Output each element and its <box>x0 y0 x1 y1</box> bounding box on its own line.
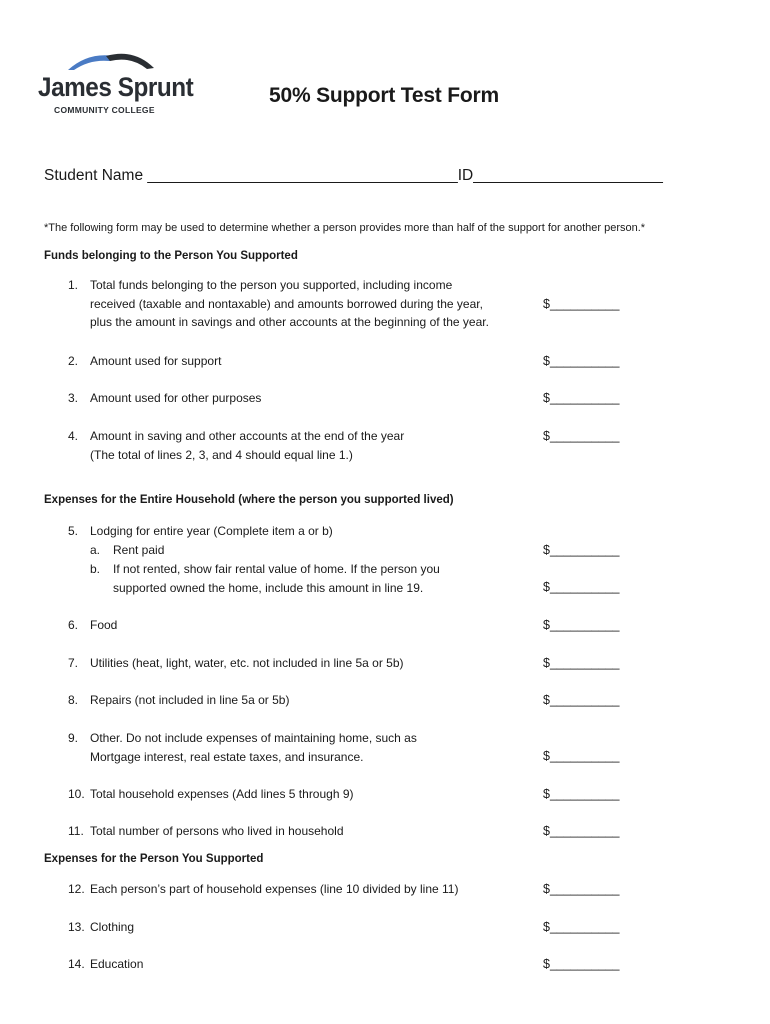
college-logo <box>38 50 194 120</box>
item-7-text: Utilities (heat, light, water, etc. not included in line 5a or 5b) <box>90 656 404 670</box>
item-9-text: Other. Do not include expenses of maintaining home, such as Mortgage interest, real estate taxes, and insurance. <box>90 731 417 764</box>
item-4-text: Amount in saving and other accounts at the end of the year (The total of lines 2, 3, and 4 should equal line 1.) <box>90 429 405 462</box>
section-person-heading: Expenses for the Person You Supported <box>44 853 264 865</box>
item-2-number: 2. <box>68 354 79 368</box>
item-5a-label: a. <box>90 543 101 557</box>
section-funds-heading: Funds belonging to the Person You Supported <box>44 250 298 262</box>
item-13-amount-field[interactable]: $__________ <box>543 920 620 934</box>
student-name-id-line[interactable]: Student Name ____________________________________ID______________________ <box>44 167 663 184</box>
item-3-text: Amount used for other purposes <box>90 391 262 405</box>
item-5a-text: Rent paid <box>113 543 165 557</box>
item-10-text: Total household expenses (Add lines 5 through 9) <box>90 787 354 801</box>
item-11-amount-field[interactable]: $__________ <box>543 824 620 838</box>
item-6-number: 6. <box>68 618 79 632</box>
item-6-amount-field[interactable]: $__________ <box>543 618 620 632</box>
item-5-number: 5. <box>68 524 79 538</box>
form-title: 50% Support Test Form <box>269 84 499 107</box>
item-2-text: Amount used for support <box>90 354 222 368</box>
item-8-number: 8. <box>68 693 79 707</box>
item-3-amount-field[interactable]: $__________ <box>543 391 620 405</box>
item-12-amount-field[interactable]: $__________ <box>543 882 620 896</box>
item-7-amount-field[interactable]: $__________ <box>543 656 620 670</box>
item-8-amount-field[interactable]: $__________ <box>543 693 620 707</box>
item-4-number: 4. <box>68 429 79 443</box>
item-7-number: 7. <box>68 656 79 670</box>
item-10-amount-field[interactable]: $__________ <box>543 787 620 801</box>
item-6-text: Food <box>90 618 118 632</box>
item-8-text: Repairs (not included in line 5a or 5b) <box>90 693 290 707</box>
item-10-number: 10. <box>68 787 85 801</box>
item-9-number: 9. <box>68 731 79 745</box>
item-12-number: 12. <box>68 882 85 896</box>
item-5-text: Lodging for entire year (Complete item a or b) <box>90 524 333 538</box>
item-9-amount-field[interactable]: $__________ <box>543 749 620 763</box>
item-12-text: Each person’s part of household expenses (line 10 divided by line 11) <box>90 882 459 896</box>
item-1-number: 1. <box>68 278 79 292</box>
item-14-amount-field[interactable]: $__________ <box>543 957 620 971</box>
logo-name: James Sprunt <box>38 72 194 102</box>
section-household-heading: Expenses for the Entire Household (where the person you supported lived) <box>44 494 454 506</box>
item-5b-amount-field[interactable]: $__________ <box>543 580 620 594</box>
item-2-amount-field[interactable]: $__________ <box>543 354 620 368</box>
item-13-number: 13. <box>68 920 85 934</box>
form-intro: *The following form may be used to determine whether a person provides more than half of the support for another person.* <box>44 222 646 234</box>
item-1-text: Total funds belonging to the person you supported, including income received (taxable and nontaxable) and amounts borrowed during the year, plus the amount in savings and other accounts at the beginning of the year. <box>90 278 489 330</box>
item-5a-amount-field[interactable]: $__________ <box>543 543 620 557</box>
logo-arc-icon <box>66 50 156 72</box>
item-5b-label: b. <box>90 562 101 576</box>
item-4-amount-field[interactable]: $__________ <box>543 429 620 443</box>
item-13-text: Clothing <box>90 920 135 934</box>
item-14-number: 14. <box>68 957 85 971</box>
logo-subtitle: COMMUNITY COLLEGE <box>54 105 155 115</box>
item-1-amount-field[interactable]: $__________ <box>543 297 620 311</box>
item-3-number: 3. <box>68 391 79 405</box>
item-11-number: 11. <box>68 824 84 838</box>
item-11-text: Total number of persons who lived in household <box>90 824 344 838</box>
item-5b-text: If not rented, show fair rental value of home. If the person you supported owned the home, include this amount in line 19. <box>113 562 440 595</box>
item-14-text: Education <box>90 957 144 971</box>
